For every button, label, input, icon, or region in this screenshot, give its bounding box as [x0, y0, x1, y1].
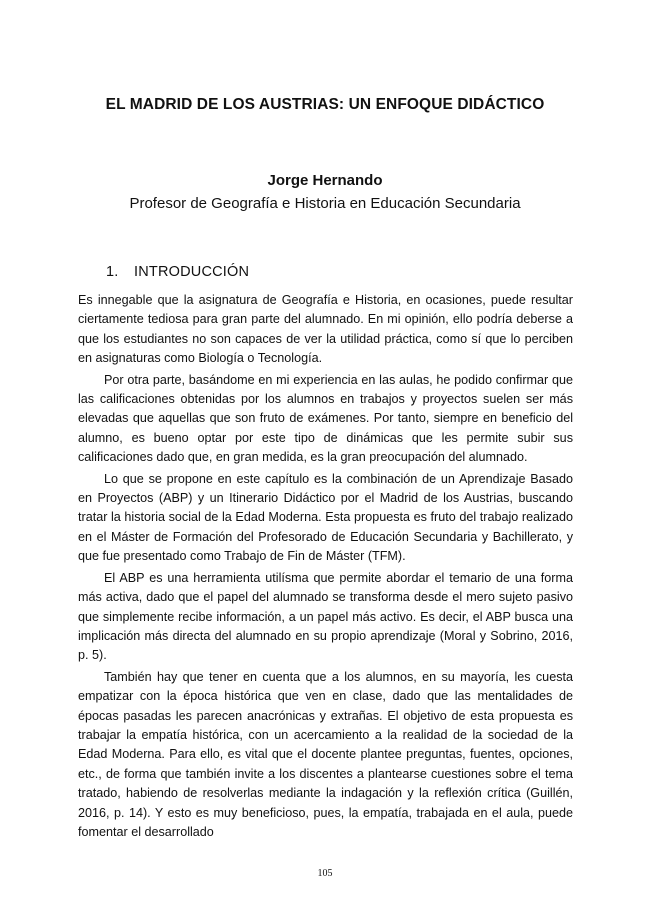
author-affiliation: Profesor de Geografía e Historia en Educación Secundaria [129, 195, 521, 212]
section-number: 1. [106, 264, 119, 280]
author-name: Jorge Hernando [267, 172, 383, 189]
section-heading [106, 264, 249, 280]
paragraph: Es innegable que la asignatura de Geografía e Historia, en ocasiones, puede resultar ciertamente tediosa para gran parte del alumnado. En mi opinión, ello podría deberse a que los estudiantes no son capaces de ver la utilidad práctica, como sí que lo perciben en asignaturas como Biología o Tecnología. [78, 293, 573, 366]
paragraph: Por otra parte, basándome en mi experiencia en las aulas, he podido confirmar que las calificaciones obtenidas por los alumnos en trabajos y proyectos suelen ser más elevadas que aquellas que son fruto de exámenes. Por tanto, siempre en beneficio del alumno, es bueno optar por este tipo de dinámicas que les permite subir sus calificaciones dado que, en gran medida, es la gran preocupación del alumnado. [78, 372, 573, 465]
page-number: 105 [317, 868, 333, 879]
paragraph: Lo que se propone en este capítulo es la combinación de un Aprendizaje Basado en Proyectos (ABP) y un Itinerario Didáctico por el Madrid de los Austrias, buscando tratar la historia social de la Edad Moderna. Esta propuesta es fruto del trabajo realizado en el Máster de Formación del Profesorado de Educación Secundaria y Bachillerato, y que fue presentado como Trabajo de Fin de Máster (TFM). [78, 471, 573, 564]
section-title: INTRODUCCIÓN [134, 264, 250, 280]
paragraph: También hay que tener en cuenta que a los alumnos, en su mayoría, les cuesta empatizar con la época histórica que ven en clase, dado que las mentalidades de épocas pasadas les parecen anacrónicas y extrañas. El objetivo de esta propuesta es trabajar la empatía histórica, con un acercamiento a la realidad de la sociedad de la Edad Moderna. Para ello, es vital que el docente plantee preguntas, fuentes, opciones, etc., de forma que también invite a los discentes a plantearse cuestiones sobre el tema tratado, habiendo de resolverlas mediante la indagación y la reflexión crítica (Guillén, 2016, p. 14). Y esto es muy beneficioso, pues, la empatía, trabajada en el aula, puede fomentar el desarrollado [78, 669, 573, 839]
body-text [78, 291, 573, 842]
paragraph: El ABP es una herramienta utilísma que permite abordar el temario de una forma más activa, dado que el papel del alumnado se transforma desde el mero sujeto pasivo que simplemente recibe información, a un papel más activo. Es decir, el ABP busca una implicación más directa del alumnado en su propio aprendizaje (Moral y Sobrino, 2016, p. 5). [78, 570, 573, 663]
document-title: EL MADRID DE LOS AUSTRIAS: UN ENFOQUE DIDÁCTICO [105, 96, 545, 113]
